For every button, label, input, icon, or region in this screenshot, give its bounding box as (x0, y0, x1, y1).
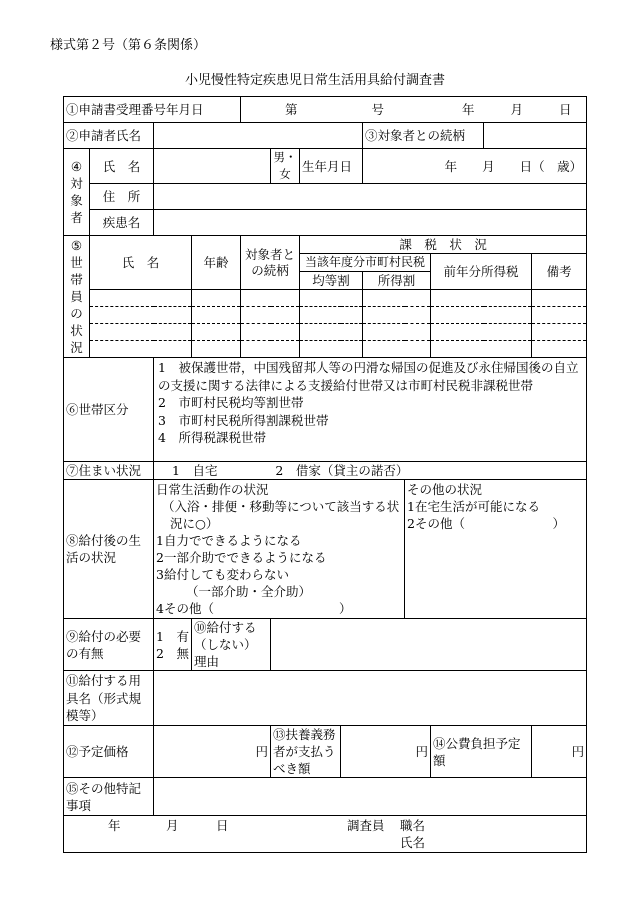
category-option-2[interactable]: 2 市町村民税均等割世帯 (158, 395, 304, 410)
public-amount-field[interactable] (532, 726, 587, 778)
relation-field[interactable] (484, 123, 587, 149)
day-label: 日 (558, 102, 572, 117)
footer-day: 日 (216, 818, 229, 833)
table-row[interactable] (64, 307, 587, 324)
daily-activities-note: （入浴・排便・移動等について該当する状況に○） (162, 499, 400, 531)
sex-selector[interactable]: 男・女 (271, 149, 300, 184)
public-amount-label: ⑭公費負担予定額 (431, 726, 532, 778)
birth-date-label: 生年月日 (300, 149, 363, 184)
disease-label: 疾患名 (90, 210, 154, 236)
applicant-name-label: ②申請者氏名 (64, 123, 154, 149)
household-category-label: ⑥世帯区分 (64, 358, 154, 462)
applicant-name-field[interactable] (154, 123, 363, 149)
household-section-label: ⑤ 世 帯 員 の 状 況 (64, 236, 90, 358)
other-option-2[interactable]: 2その他（ ） (407, 516, 565, 531)
residence-option-home[interactable]: 1 自宅 (172, 463, 218, 478)
other-status-title: その他の状況 (407, 482, 483, 497)
remarks-field[interactable] (154, 778, 587, 816)
after-provision-label: ⑧給付後の生活の状況 (64, 480, 154, 619)
necessity-label: ⑨給付の必要の有無 (64, 619, 154, 671)
position-label: 職名 (400, 818, 426, 833)
target-name-field[interactable] (154, 149, 271, 184)
prev-year-tax-header: 前年分所得税 (431, 254, 532, 290)
equipment-label: ⑪給付する用具名（形式規模等） (64, 671, 154, 726)
dai-label: 第 (285, 102, 298, 117)
target-name-label: 氏 名 (90, 149, 154, 184)
daily-option-1[interactable]: 1自力でできるようになる (156, 533, 302, 548)
planned-price-field[interactable] (154, 726, 271, 778)
necessity-yes[interactable]: 1 有 (156, 628, 189, 644)
disease-field[interactable] (154, 210, 587, 236)
relation-label: ③対象者との続柄 (363, 123, 484, 149)
category-option-1[interactable]: 1 被保護世帯，中国残留邦人等の円滑な帰国の促進及び永住帰国後の自立の支援に関する法律による支援給付世帯又は市町村民税非課税世帯 (158, 360, 579, 393)
residence-options[interactable] (154, 462, 587, 480)
footer-month: 月 (166, 818, 179, 833)
daily-option-2[interactable]: 2一部介助でできるようになる (156, 550, 327, 565)
reason-label: ⑩給付する（しない）理由 (192, 619, 271, 671)
yen-unit: 円 (415, 744, 429, 759)
signature-row[interactable] (64, 816, 587, 853)
receipt-number-label: ①申請書受理番号年月日 (64, 97, 241, 123)
residence-option-rental[interactable]: 2 借家（貸主の諾否） (275, 463, 409, 478)
daily-activities-block[interactable] (154, 480, 405, 619)
residence-label: ⑦住まい状況 (64, 462, 154, 480)
municipal-tax-header: 当該年度分市町村民税 (300, 254, 431, 272)
obligor-amount-label: ⑬扶養義務者が支払うべき額 (271, 726, 341, 778)
necessity-options[interactable] (154, 619, 192, 671)
yen-unit: 円 (255, 744, 269, 759)
age-header: 年齢 (192, 236, 241, 290)
target-section-label: ④ 対 象 者 (64, 149, 90, 236)
income-levy-header: 所得割 (363, 272, 431, 290)
member-name-header: 氏 名 (90, 236, 192, 290)
address-field[interactable] (154, 184, 587, 210)
obligor-amount-field[interactable] (341, 726, 431, 778)
remarks-label: ⑮その他特記事項 (64, 778, 154, 816)
table-row[interactable] (64, 324, 587, 341)
table-row[interactable] (64, 290, 587, 307)
table-row[interactable] (64, 341, 587, 358)
daily-activities-title: 日常生活動作の状況 (156, 482, 269, 497)
other-option-1[interactable]: 1在宅生活が可能になる (407, 499, 540, 514)
per-capita-header: 均等割 (300, 272, 363, 290)
footer-year: 年 (108, 818, 121, 833)
tax-status-header: 課 税 状 況 (300, 236, 587, 254)
daily-option-3[interactable]: 3給付しても変わらない (156, 567, 289, 582)
equipment-field[interactable] (154, 671, 587, 726)
necessity-no[interactable]: 2 無 (156, 645, 189, 661)
birth-date-field[interactable]: 年 月 日（ 歳） (363, 149, 587, 184)
daily-option-3-detail: （一部介助・全介助） (186, 584, 312, 599)
investigator-label: 調査員 (347, 818, 385, 833)
address-label: 住 所 (90, 184, 154, 210)
daily-option-4[interactable]: 4その他（ ） (156, 601, 352, 616)
survey-form-table (63, 96, 587, 853)
notes-header: 備考 (532, 254, 587, 290)
yen-unit: 円 (571, 744, 585, 759)
document-title: 小児慢性特定疾患児日常生活用具給付調査書 (184, 73, 445, 88)
receipt-number-field[interactable] (241, 97, 587, 123)
category-option-3[interactable]: 3 市町村民税所得割課税世帯 (158, 412, 329, 428)
go-label: 号 (371, 102, 384, 117)
planned-price-label: ⑫予定価格 (64, 726, 154, 778)
reason-field[interactable] (271, 619, 587, 671)
household-category-options[interactable] (154, 358, 587, 462)
other-status-block[interactable] (405, 480, 587, 619)
year-label: 年 (461, 102, 475, 117)
name-label: 氏名 (400, 835, 426, 850)
category-option-4[interactable]: 4 所得税課税世帯 (158, 430, 266, 445)
form-number: 様式第２号（第６条関係） (50, 38, 207, 53)
month-label: 月 (510, 102, 523, 117)
member-relation-header: 対象者との続柄 (241, 236, 300, 290)
